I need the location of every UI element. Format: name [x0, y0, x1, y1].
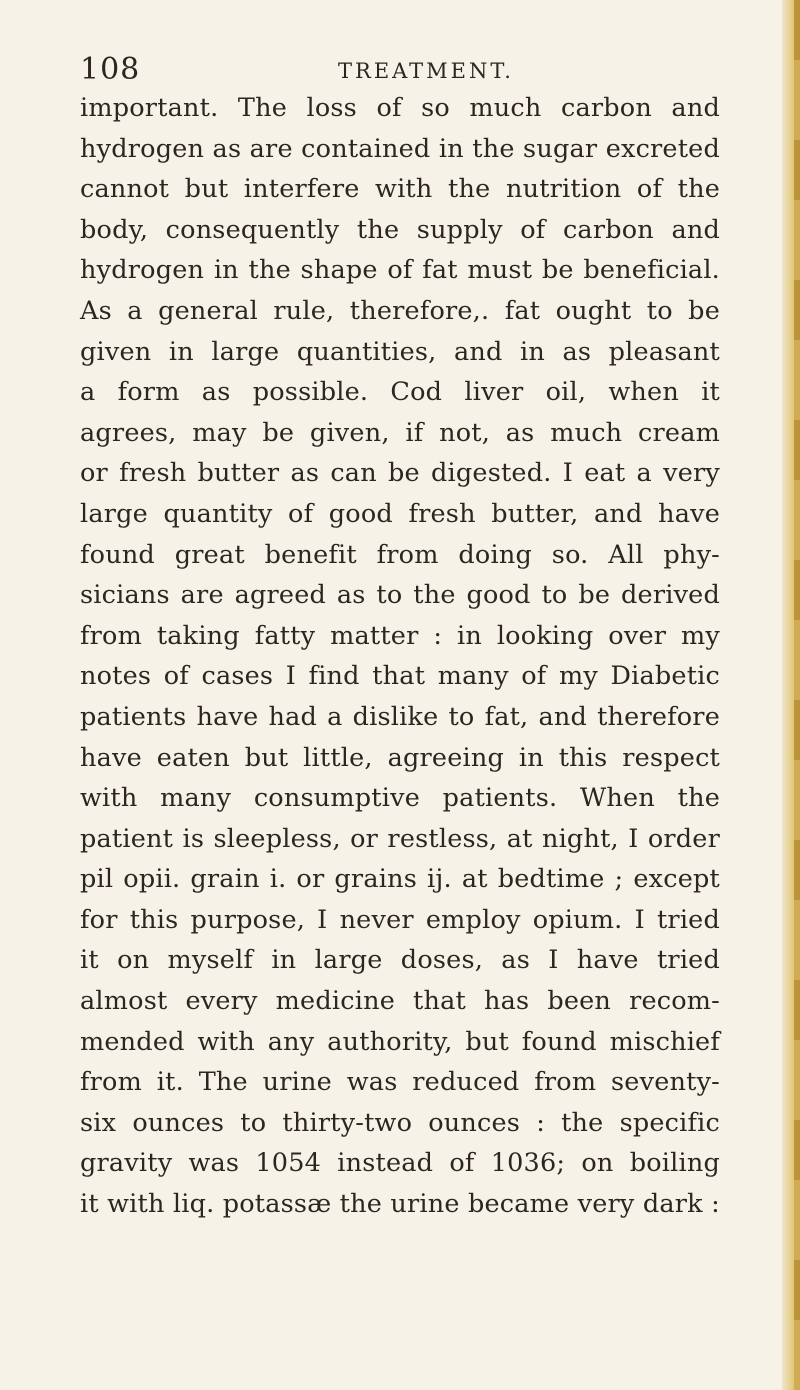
text-line: mended with any authority, but found mischief: [80, 1026, 720, 1057]
text-line: almost every medicine that has been recom-: [80, 986, 720, 1017]
text-line: or fresh butter as can be digested. I eat a very: [80, 458, 720, 489]
page-header: [80, 52, 720, 88]
text-line: a form as possible. Cod liver oil, when it: [80, 377, 720, 408]
text-line: notes of cases I find that many of my Diabetic: [80, 661, 720, 692]
text-line: important. The loss of so much carbon and: [80, 93, 720, 123]
text-line: it on myself in large doses, as I have tried: [80, 945, 720, 976]
text-line: As a general rule, therefore,. fat ought to be: [80, 295, 720, 326]
text-line: cannot but interfere with the nutrition of the: [80, 174, 720, 205]
text-line: from taking fatty matter : in looking over my: [80, 620, 720, 651]
page-number: 108: [80, 52, 141, 87]
text-line: patients have had a dislike to fat, and therefore: [80, 701, 720, 732]
text-line: given in large quantities, and in as pleasant: [80, 336, 720, 367]
running-head: TREATMENT.: [338, 59, 514, 83]
text-line: patient is sleepless, or restless, at night, I order: [80, 823, 720, 854]
text-line: have eaten but little, agreeing in this respect: [80, 742, 720, 773]
text-line: hydrogen as are contained in the sugar excreted: [80, 133, 720, 164]
text-line: for this purpose, I never employ opium. I tried: [80, 904, 720, 935]
page-edge-shadow: [794, 0, 800, 1390]
text-line: agrees, may be given, if not, as much cream: [80, 417, 720, 448]
text-line: from it. The urine was reduced from seventy-: [80, 1067, 720, 1098]
text-line: it with liq. potassæ the urine became very dark :: [80, 1189, 720, 1220]
text-line: with many consumptive patients. When the: [80, 783, 720, 814]
text-line: body, consequently the supply of carbon and: [80, 214, 720, 245]
text-line: large quantity of good fresh butter, and have: [80, 498, 720, 529]
text-line: gravity was 1054 instead of 1036; on boiling: [80, 1148, 720, 1179]
text-line: six ounces to thirty-two ounces : the specific: [80, 1107, 720, 1138]
text-line: sicians are agreed as to the good to be derived: [80, 580, 720, 611]
text-line: hydrogen in the shape of fat must be beneficial.: [80, 255, 720, 286]
body-text: [80, 88, 720, 1225]
text-line: found great benefit from doing so. All phy-: [80, 539, 720, 570]
text-line: pil opii. grain i. or grains ij. at bedtime ; except: [80, 864, 720, 895]
